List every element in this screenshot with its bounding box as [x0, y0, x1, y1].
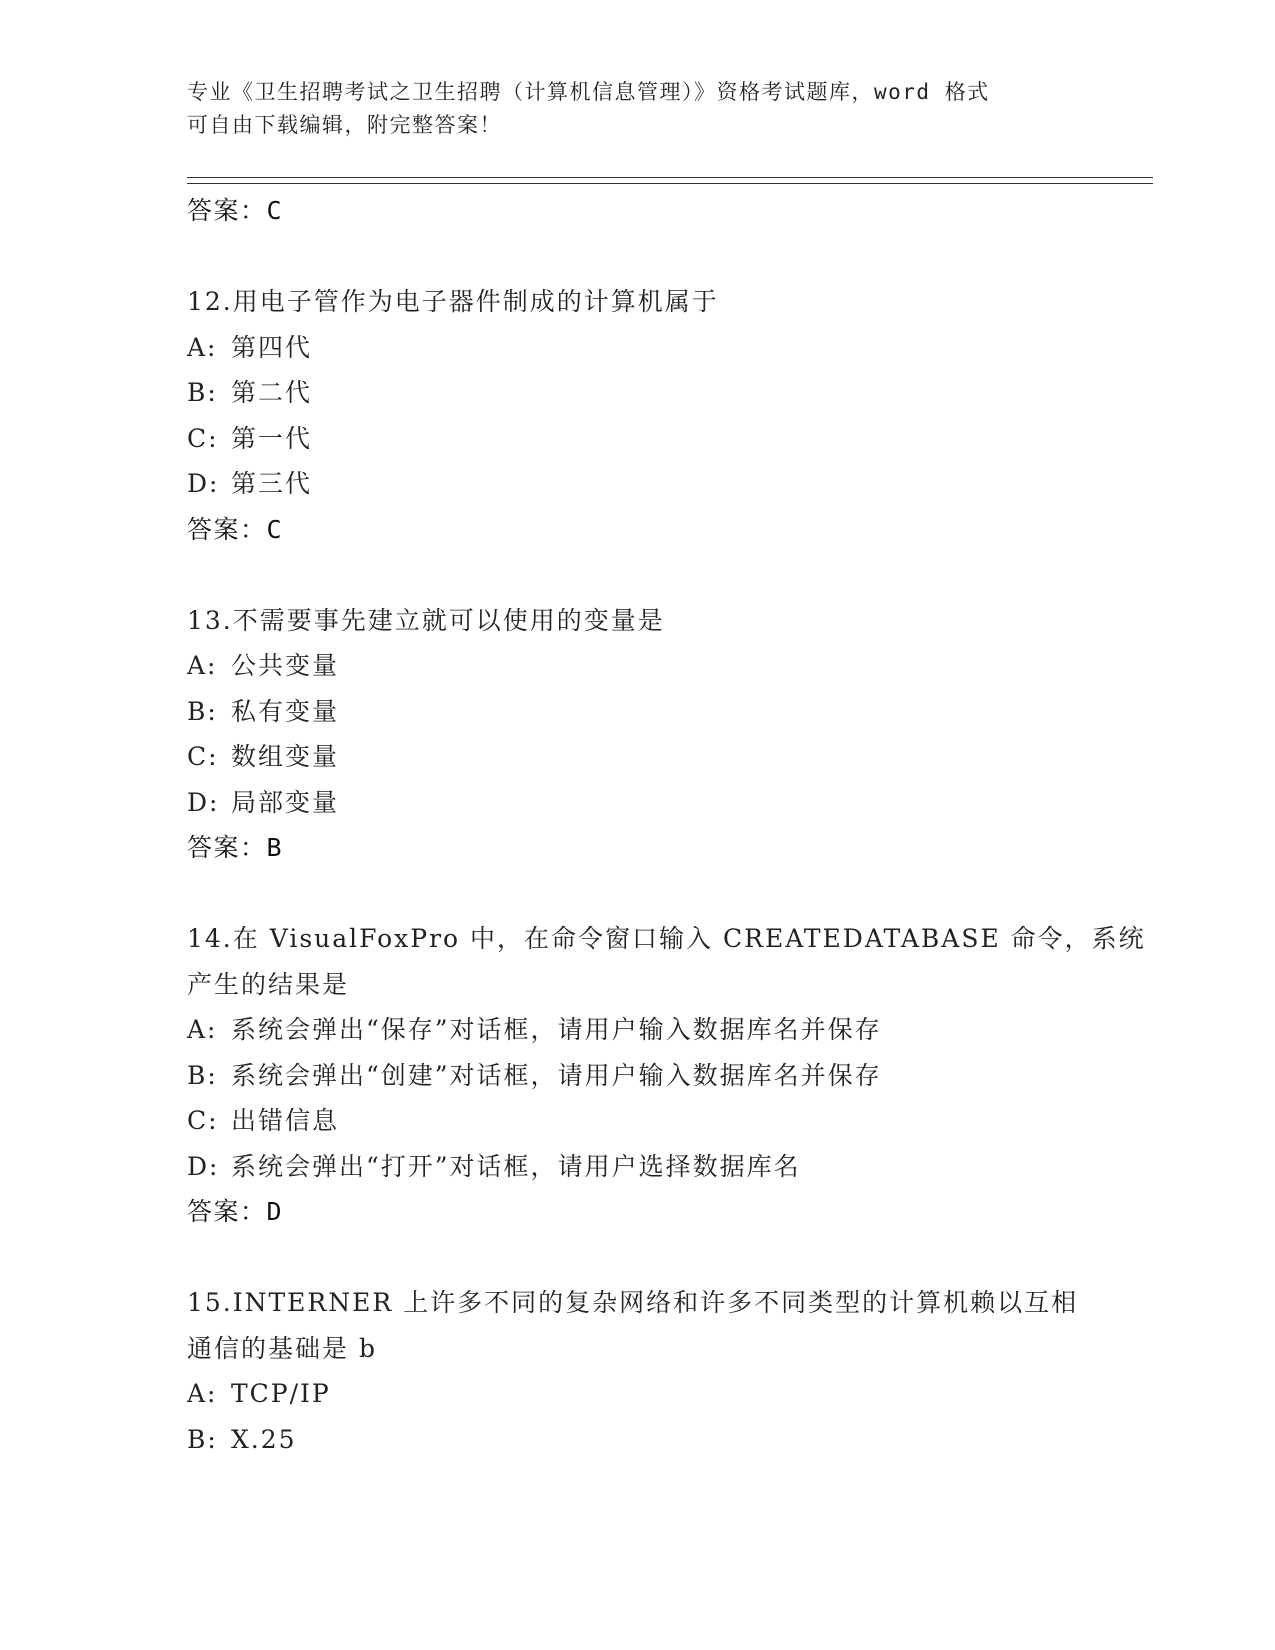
answer-option: [187, 643, 1087, 689]
option-text: 局部变量: [231, 787, 340, 817]
option-letter: A:: [187, 651, 218, 680]
option-letter: B:: [187, 1060, 218, 1090]
question-line: 15.INTERNER 上许多不同的复杂网络和许多不同类型的计算机赖以互相: [187, 1288, 1079, 1317]
answer-line: [187, 188, 1087, 233]
question-line: 通信的基础是 b: [187, 1333, 377, 1363]
document-header: [187, 76, 1087, 142]
answer-label: 答案：: [187, 514, 267, 544]
question-text: [187, 916, 1146, 1007]
question-line: 产生的结果是: [187, 969, 350, 999]
option-text: 数组变量: [231, 742, 340, 771]
option-text: 系统会弹出“创建”对话框，请用户输入数据库名并保存: [231, 1060, 882, 1090]
answer-value: C: [266, 514, 284, 544]
answer-option: [187, 1371, 1087, 1417]
option-text: 第一代: [231, 423, 313, 453]
answer-line: [187, 507, 1087, 552]
answer-value: D: [266, 1197, 284, 1226]
answer-option: [187, 325, 1087, 371]
answer-option: [187, 1098, 1087, 1144]
header-divider-bottom: [187, 183, 1153, 184]
answer-option: [187, 1007, 1087, 1053]
option-text: 出错信息: [231, 1106, 340, 1135]
answer-value: C: [266, 196, 284, 225]
option-text: 私有变量: [231, 696, 340, 726]
answer-option: [187, 734, 1087, 780]
option-text: 系统会弹出“打开”对话框，请用户选择数据库名: [231, 1151, 801, 1181]
question-line: 13.不需要事先建立就可以使用的变量是: [187, 605, 665, 635]
answer-option: [187, 461, 1087, 507]
option-text: X.25: [231, 1424, 297, 1454]
option-letter: D:: [187, 469, 220, 498]
option-text: 第三代: [231, 469, 313, 498]
question-list: [187, 188, 1146, 1462]
option-text: 系统会弹出“保存”对话框，请用户输入数据库名并保存: [231, 1015, 882, 1044]
answer-option: [187, 1417, 1087, 1463]
question-text: [187, 1280, 1087, 1371]
answer-line: [187, 825, 1087, 870]
answer-label: 答案：: [187, 196, 267, 225]
header-divider-top: [187, 177, 1153, 178]
option-letter: B:: [187, 1424, 218, 1454]
question-line: 14.在 VisualFoxPro 中，在命令窗口输入 CREATEDATABASE 命令，系统: [187, 924, 1146, 953]
answer-option: [187, 780, 1087, 826]
question-block: [187, 1280, 1087, 1462]
option-letter: A:: [187, 1379, 218, 1408]
answer-option: [187, 689, 1087, 735]
option-letter: B:: [187, 378, 218, 407]
question-block: [187, 916, 1146, 1234]
option-letter: D:: [187, 787, 220, 817]
question-text: [187, 598, 1087, 644]
question-block: [187, 279, 1087, 552]
option-letter: C:: [187, 423, 219, 453]
option-text: 公共变量: [231, 651, 340, 680]
answer-value: B: [266, 833, 284, 862]
option-letter: D:: [187, 1151, 220, 1181]
answer-option: [187, 370, 1087, 416]
option-text: TCP/IP: [231, 1379, 331, 1408]
question-text: [187, 279, 1087, 325]
option-text: 第四代: [231, 332, 313, 362]
option-letter: A:: [187, 332, 218, 362]
option-letter: C:: [187, 1106, 219, 1135]
answer-option: [187, 416, 1087, 462]
question-block: [187, 598, 1087, 871]
option-letter: B:: [187, 696, 218, 726]
answer-line: [187, 1189, 1087, 1234]
option-text: 第二代: [231, 378, 313, 407]
question-line: 12.用电子管作为电子器件制成的计算机属于: [187, 287, 719, 316]
header-line-1: 专业《卫生招聘考试之卫生招聘（计算机信息管理）》资格考试题库，word 格式: [187, 80, 990, 104]
answer-option: [187, 1144, 1087, 1190]
answer-option: [187, 1053, 1087, 1099]
header-line-2: 可自由下载编辑，附完整答案！: [187, 113, 502, 137]
option-letter: C:: [187, 742, 219, 771]
answer-label: 答案：: [187, 833, 267, 862]
option-letter: A:: [187, 1015, 218, 1044]
answer-label: 答案：: [187, 1197, 267, 1226]
